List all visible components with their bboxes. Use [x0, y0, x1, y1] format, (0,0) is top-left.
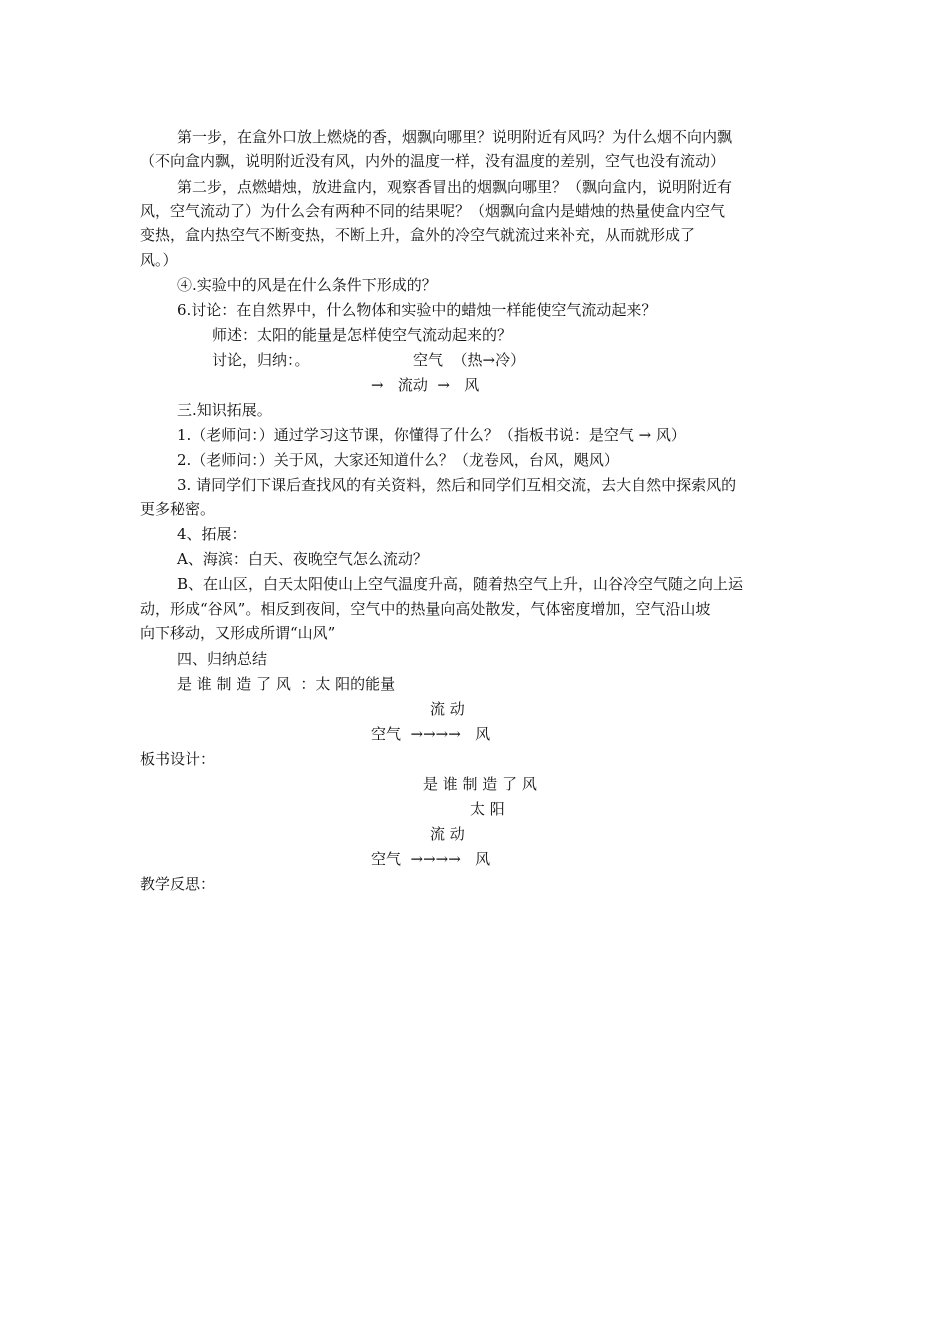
step1-line-1: 第一步，在盒外口放上燃烧的香，烟飘向哪里？说明附近有风吗？为什么烟不向内飘	[177, 128, 733, 146]
step2-line-4: 风。）	[140, 251, 178, 269]
question-4: ④.实验中的风是在什么条件下形成的？	[177, 276, 437, 294]
flow-label-1: 流 动	[430, 700, 465, 718]
air-wind-diagram-1: 空气 →→→→ 风	[371, 725, 491, 743]
section-3-heading: 三.知识拓展。	[177, 401, 272, 419]
extension-a: A、海滨：白天、夜晚空气怎么流动？	[177, 550, 428, 568]
extension-1: 1.（老师问：）通过学习这节课，你懂得了什么？（指板书说：是空气 → 风）	[177, 426, 686, 444]
diagram1-top: 空气 （热→冷）	[413, 351, 526, 369]
extension-2: 2.（老师问：）关于风，大家还知道什么？（龙卷风，台风，飓风）	[177, 451, 619, 469]
step2-line-2: 风，空气流动了）为什么会有两种不同的结果呢？（烟飘向盒内是蜡烛的热量使盒内空气	[140, 202, 726, 220]
summary-label: 讨论，归纳：。	[212, 351, 310, 369]
extension-3-line-2: 更多秘密。	[140, 500, 216, 518]
who-made-wind: 是 谁 制 造 了 风 ：太 阳的能量	[177, 675, 396, 693]
extension-4: 4、拓展：	[177, 525, 247, 543]
diagram1-bottom: → 流动 → 风	[371, 376, 480, 394]
extension-b-line-2: 动，形成“谷风”。相反到夜间，空气中的热量向高处散发，气体密度增加，空气沿山坡	[140, 600, 711, 618]
board-air-wind: 空气 →→→→ 风	[371, 850, 491, 868]
board-flow: 流 动	[430, 825, 465, 843]
board-title: 是 谁 制 造 了 风	[423, 775, 537, 793]
step2-line-1: 第二步，点燃蜡烛，放进盒内，观察香冒出的烟飘向哪里？（飘向盒内，说明附近有	[177, 178, 733, 196]
teacher-statement: 师述：太阳的能量是怎样使空气流动起来的？	[212, 326, 513, 344]
extension-b-line-3: 向下移动，又形成所谓“山风”	[140, 624, 336, 642]
extension-b-line-1: B、在山区，白天太阳使山上空气温度升高，随着热空气上升，山谷冷空气随之向上运	[177, 575, 744, 593]
discussion-6: 6.讨论：在自然界中，什么物体和实验中的蜡烛一样能使空气流动起来？	[177, 301, 657, 319]
section-4-heading: 四、归纳总结	[177, 650, 268, 668]
step1-line-2: （不向盒内飘，说明附近没有风，内外的温度一样，没有温度的差别，空气也没有流动）	[140, 152, 726, 170]
board-design-label: 板书设计：	[140, 750, 216, 768]
extension-3-line-1: 3. 请同学们下课后查找风的有关资料，然后和同学们互相交流，去大自然中探索风的	[177, 476, 737, 494]
board-sun: 太 阳	[470, 800, 505, 818]
step2-line-3: 变热，盒内热空气不断变热，不断上升，盒外的冷空气就流过来补充，从而就形成了	[140, 226, 696, 244]
teaching-reflection-label: 教学反思：	[140, 875, 216, 893]
